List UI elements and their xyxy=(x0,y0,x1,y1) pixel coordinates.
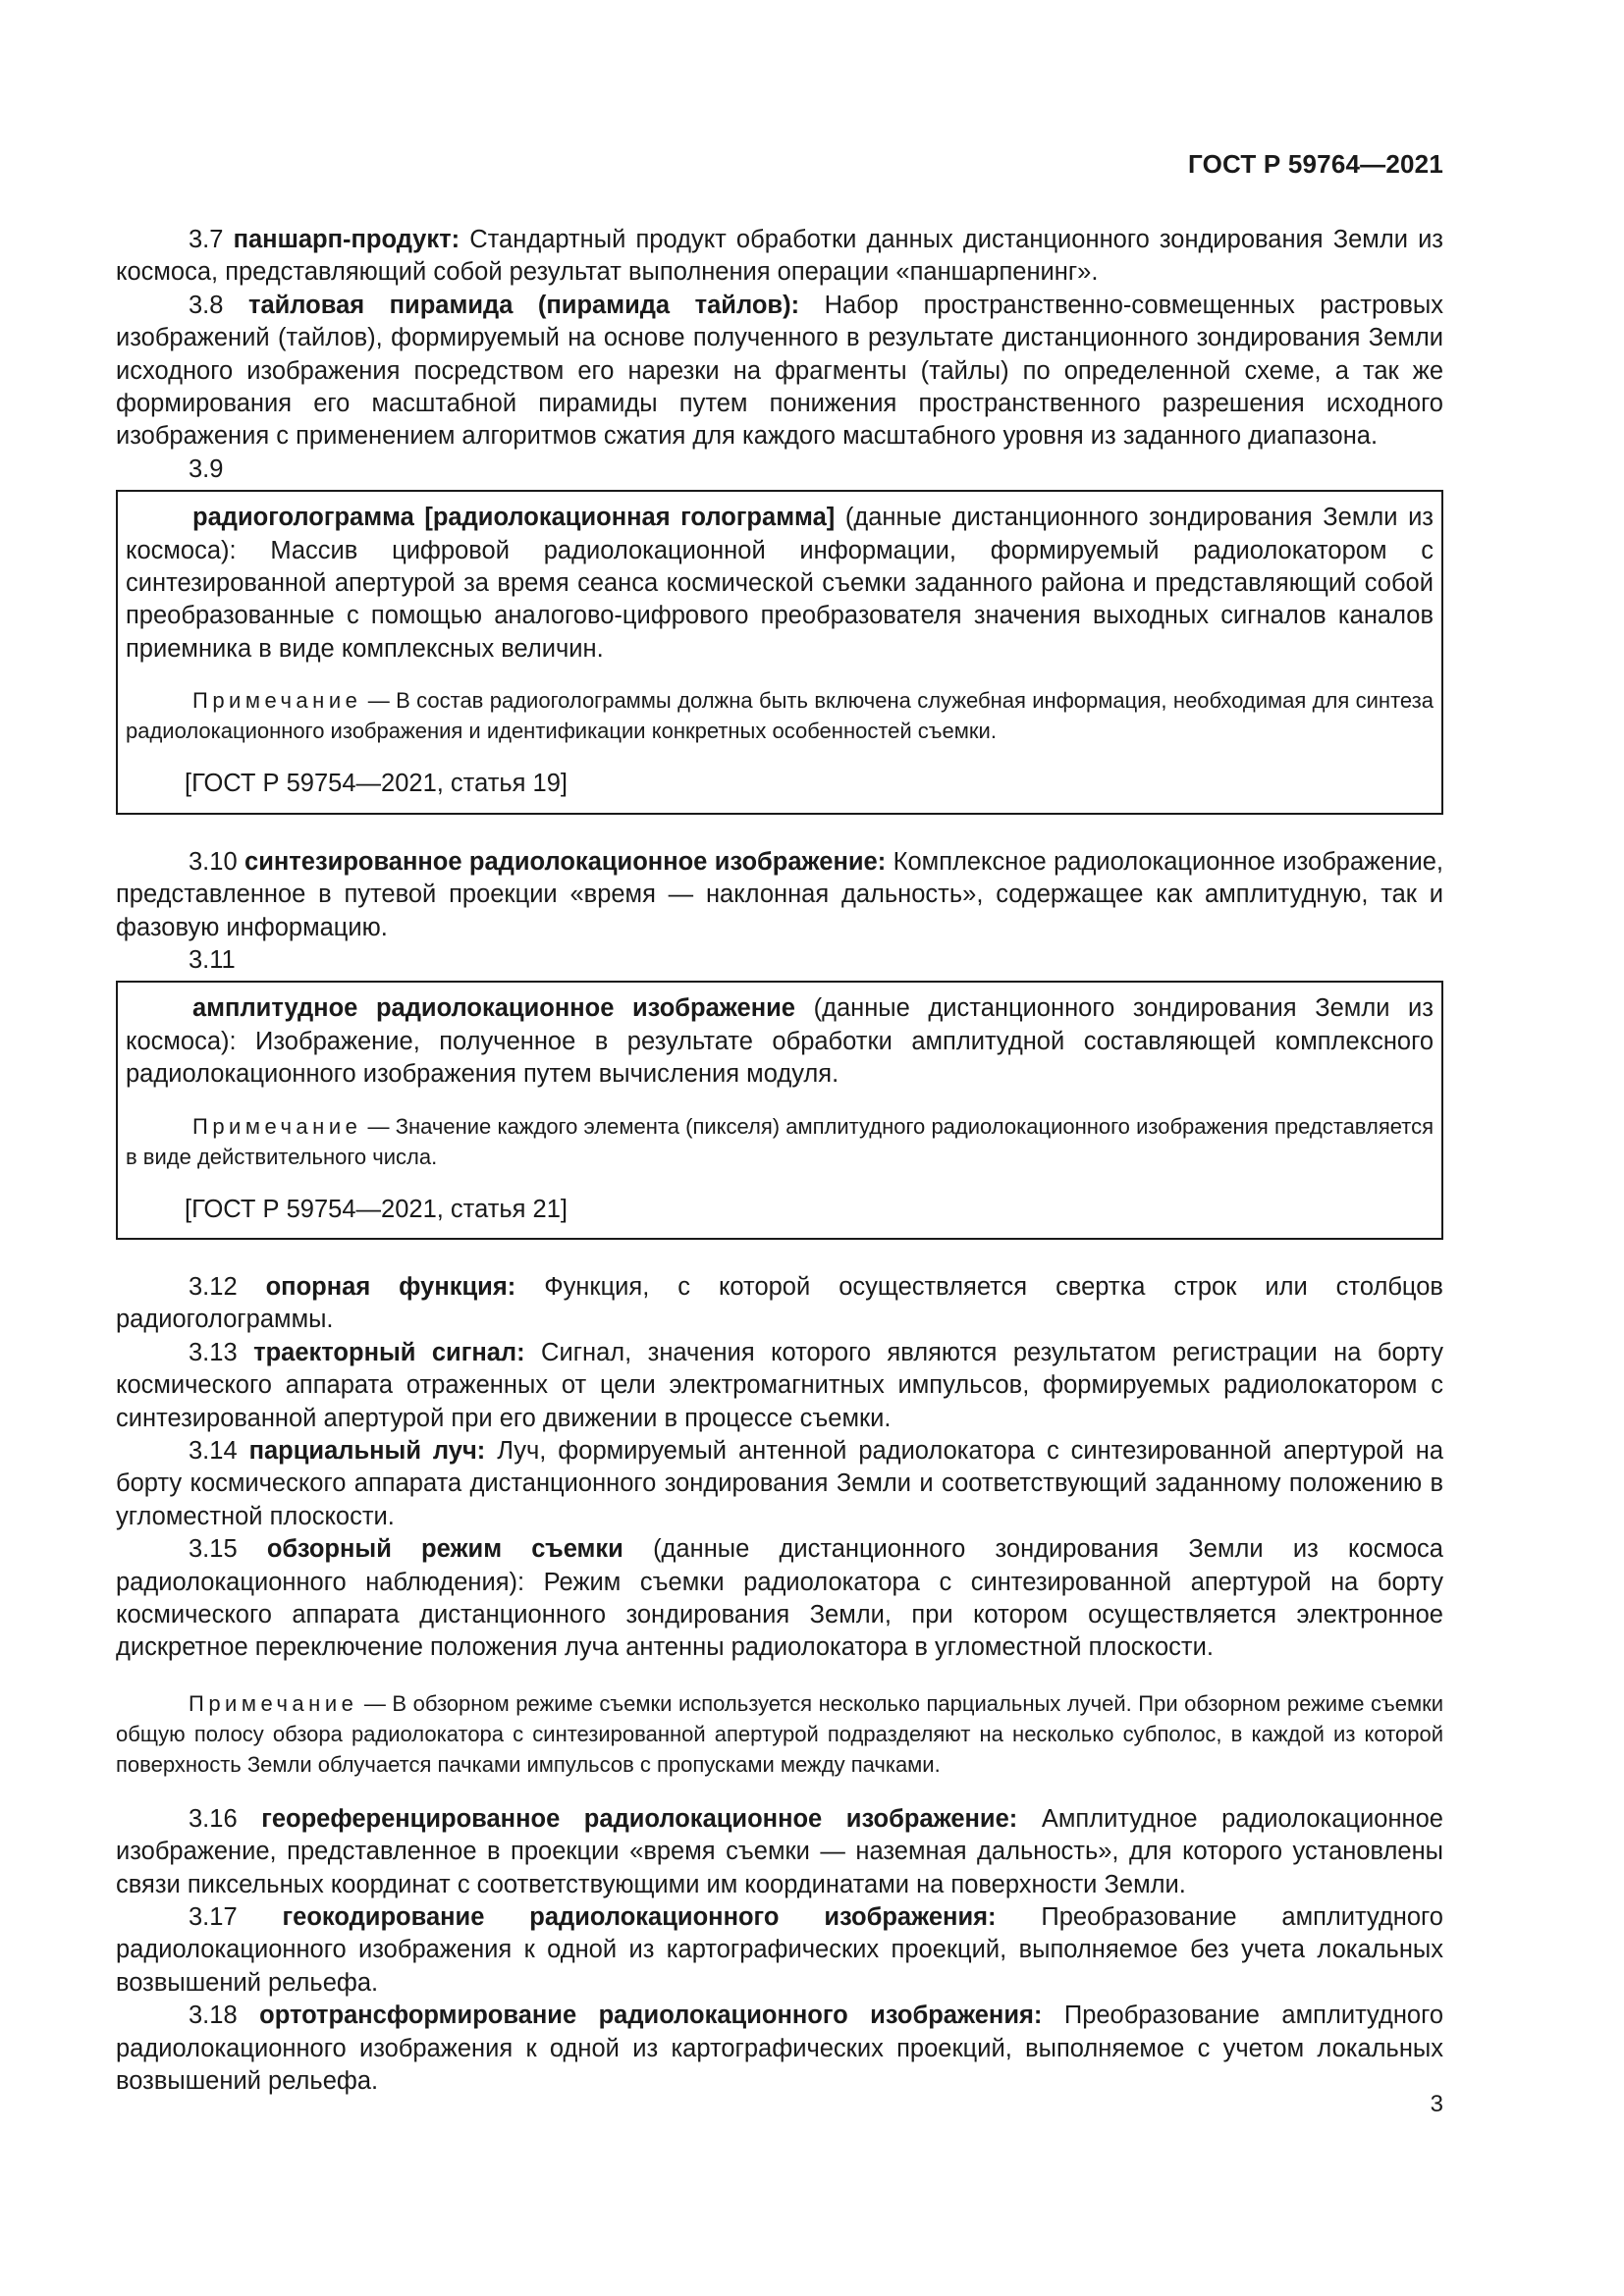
entry-term: траекторный сигнал: xyxy=(253,1338,525,1366)
entry-definition: Амплитудное радиолокационное изображение, представленное в проекции «время съемки — наземная дальность», для которого установлены связи пиксельных координат с соответствующими им координатами на поверхности Земли. xyxy=(116,1804,1443,1898)
entry-number: 3.7 xyxy=(189,226,224,253)
entry-term: синтезированное радиолокационное изображение: xyxy=(244,847,887,876)
note xyxy=(116,1688,1443,1780)
term-entry-3-10 xyxy=(116,846,1443,944)
entry-term: геокодирование радиолокационного изображения: xyxy=(282,1903,997,1932)
page-number: 3 xyxy=(1430,2091,1443,2117)
entry-term: паншарп-продукт: xyxy=(233,226,460,253)
entry-term: парциальный луч: xyxy=(248,1436,486,1465)
entry-definition: Набор пространственно-совмещенных растровых изображений (тайлов), формируемый на основе полученного в результате дистанционного зондирования Земли исходного изображения посредством его нарезки на фрагменты (тайлы) по определенной схеме, а так же формирования его масштабной пирамиды путем понижения пространственного разрешения исходного изображения с применением алгоритмов сжатия для каждого масштабного уровня из заданного диапазона. xyxy=(116,291,1443,451)
source-reference: [ГОСТ Р 59754—2021, статья 19] xyxy=(185,770,568,798)
note-label: Примечание xyxy=(192,688,362,714)
term-entry-3-18 xyxy=(116,2000,1443,2098)
term-entry-3-12 xyxy=(116,1271,1443,1337)
source-reference: [ГОСТ Р 59754—2021, статья 21] xyxy=(185,1195,568,1223)
document-id-header: ГОСТ Р 59764—2021 xyxy=(1188,149,1443,179)
term-entry-3-17 xyxy=(116,1901,1443,2000)
entry-definition: Функция, с которой осуществляется свертка строк или столбцов радиоголограммы. xyxy=(116,1272,1443,1334)
entry-number: 3.10 xyxy=(189,847,238,876)
entry-definition: (данные дистанционного зондирования Земли из космоса): Массив цифровой радиолокационной информации, формируемый радиолокатором с синтезированной апертурой за время сеанса космической съемки заданного района и представляющий собой преобразованные с помощью аналогово-цифрового преобразователя значения выходных сигналов каналов приемника в виде комплексных величин. xyxy=(126,504,1434,663)
spacer xyxy=(116,1240,1443,1271)
term-entry-3-16 xyxy=(116,1803,1443,1901)
term-entry-3-14 xyxy=(116,1435,1443,1533)
entry-number: 3.15 xyxy=(189,1535,238,1564)
note-text: — В состав радиоголограммы должна быть включена служебная информация, необходимая для синтеза радиолокационного изображения и идентификации конкретных особенностей съемки. xyxy=(126,688,1434,744)
entry-number: 3.13 xyxy=(189,1338,238,1366)
boxed-term-text xyxy=(126,502,1434,666)
entry-term: амплитудное радиолокационное изображение xyxy=(192,994,795,1023)
note-text: — Значение каждого элемента (пикселя) амплитудного радиолокационного изображения представляется в виде действительного числа. xyxy=(126,1113,1434,1169)
entry-number-3-9: 3.9 xyxy=(189,454,224,483)
page-content xyxy=(116,224,1443,2098)
entry-term: геореференцированное радиолокационное изображение: xyxy=(261,1804,1018,1833)
boxed-term-3-11 xyxy=(116,981,1443,1240)
entry-definition: (данные дистанционного зондирования Земли из космоса радиолокационного наблюдения): Режим съемки радиолокатора с синтезированной апертурой на борту космического аппарата дистанционного зондирования Земли, при котором осуществляется электронное дискретное переключение положения луча антенны радиолокатора в угломестной плоскости. xyxy=(116,1535,1443,1662)
note xyxy=(126,1111,1434,1172)
entry-term: опорная функция: xyxy=(265,1272,516,1301)
term-entry-3-15 xyxy=(116,1533,1443,1665)
spacer xyxy=(116,815,1443,846)
entry-number-3-11: 3.11 xyxy=(189,945,236,974)
term-entry-3-8 xyxy=(116,290,1443,454)
entry-definition: (данные дистанционного зондирования Земли из космоса): Изображение, полученное в результате обработки амплитудной составляющей комплексного радиолокационного изображения путем вычисления модуля. xyxy=(126,994,1434,1089)
entry-term: обзорный режим съемки xyxy=(266,1535,623,1564)
note-label: Примечание xyxy=(192,1113,362,1139)
entry-term: ортотрансформирование радиолокационного изображения: xyxy=(259,2002,1043,2030)
entry-term: радиоголограмма [радиолокационная голограмма] xyxy=(192,504,836,532)
entry-definition: Комплексное радиолокационное изображение, представленное в путевой проекции «время — наклонная дальность», содержащее как амплитудную, так и фазовую информацию. xyxy=(116,847,1444,941)
term-entry-3-13 xyxy=(116,1337,1443,1435)
entry-definition: Луч, формируемый антенной радиолокатора с синтезированной апертурой на борту космического аппарата дистанционного зондирования Земли и соответствующий заданному положению в угломестной плоскости. xyxy=(116,1436,1444,1530)
entry-definition: Преобразование амплитудного радиолокационного изображения к одной из картографических проекций, выполняемое с учетом локальных возвышений рельефа. xyxy=(116,2002,1444,2096)
entry-number: 3.18 xyxy=(189,2002,238,2030)
note xyxy=(126,685,1434,746)
note-text: — В обзорном режиме съемки используется несколько парциальных лучей. При обзорном режиме съемки общую полосу обзора радиолокатора с синтезированной апертурой подразделяют на несколько субполос, в каждой из которой поверхность Земли облучается пачками импульсов с пропусками между пачками. xyxy=(116,1690,1443,1777)
entry-number: 3.12 xyxy=(189,1272,238,1301)
entry-number: 3.16 xyxy=(189,1804,238,1833)
entry-definition: Сигнал, значения которого являются результатом регистрации на борту космического аппарата отраженных от цели электромагнитных импульсов, формируемых радиолокатором с синтезированной апертурой при его движении в процессе съемки. xyxy=(116,1338,1443,1432)
note-label: Примечание xyxy=(189,1690,358,1716)
entry-term: тайловая пирамида (пирамида тайлов): xyxy=(247,291,800,319)
entry-definition: Преобразование амплитудного радиолокационного изображения к одной из картографических проекций, выполняемое без учета локальных возвышений рельефа. xyxy=(116,1903,1443,1997)
term-entry-3-7 xyxy=(116,224,1443,290)
boxed-term-3-9 xyxy=(116,490,1443,814)
entry-number: 3.14 xyxy=(189,1436,238,1465)
entry-number: 3.17 xyxy=(189,1903,238,1932)
entry-number: 3.8 xyxy=(189,291,224,319)
boxed-term-text xyxy=(126,992,1434,1091)
entry-definition: Стандартный продукт обработки данных дистанционного зондирования Земли из космоса, представляющий собой результат выполнения операции «паншарпенинг». xyxy=(116,226,1444,287)
